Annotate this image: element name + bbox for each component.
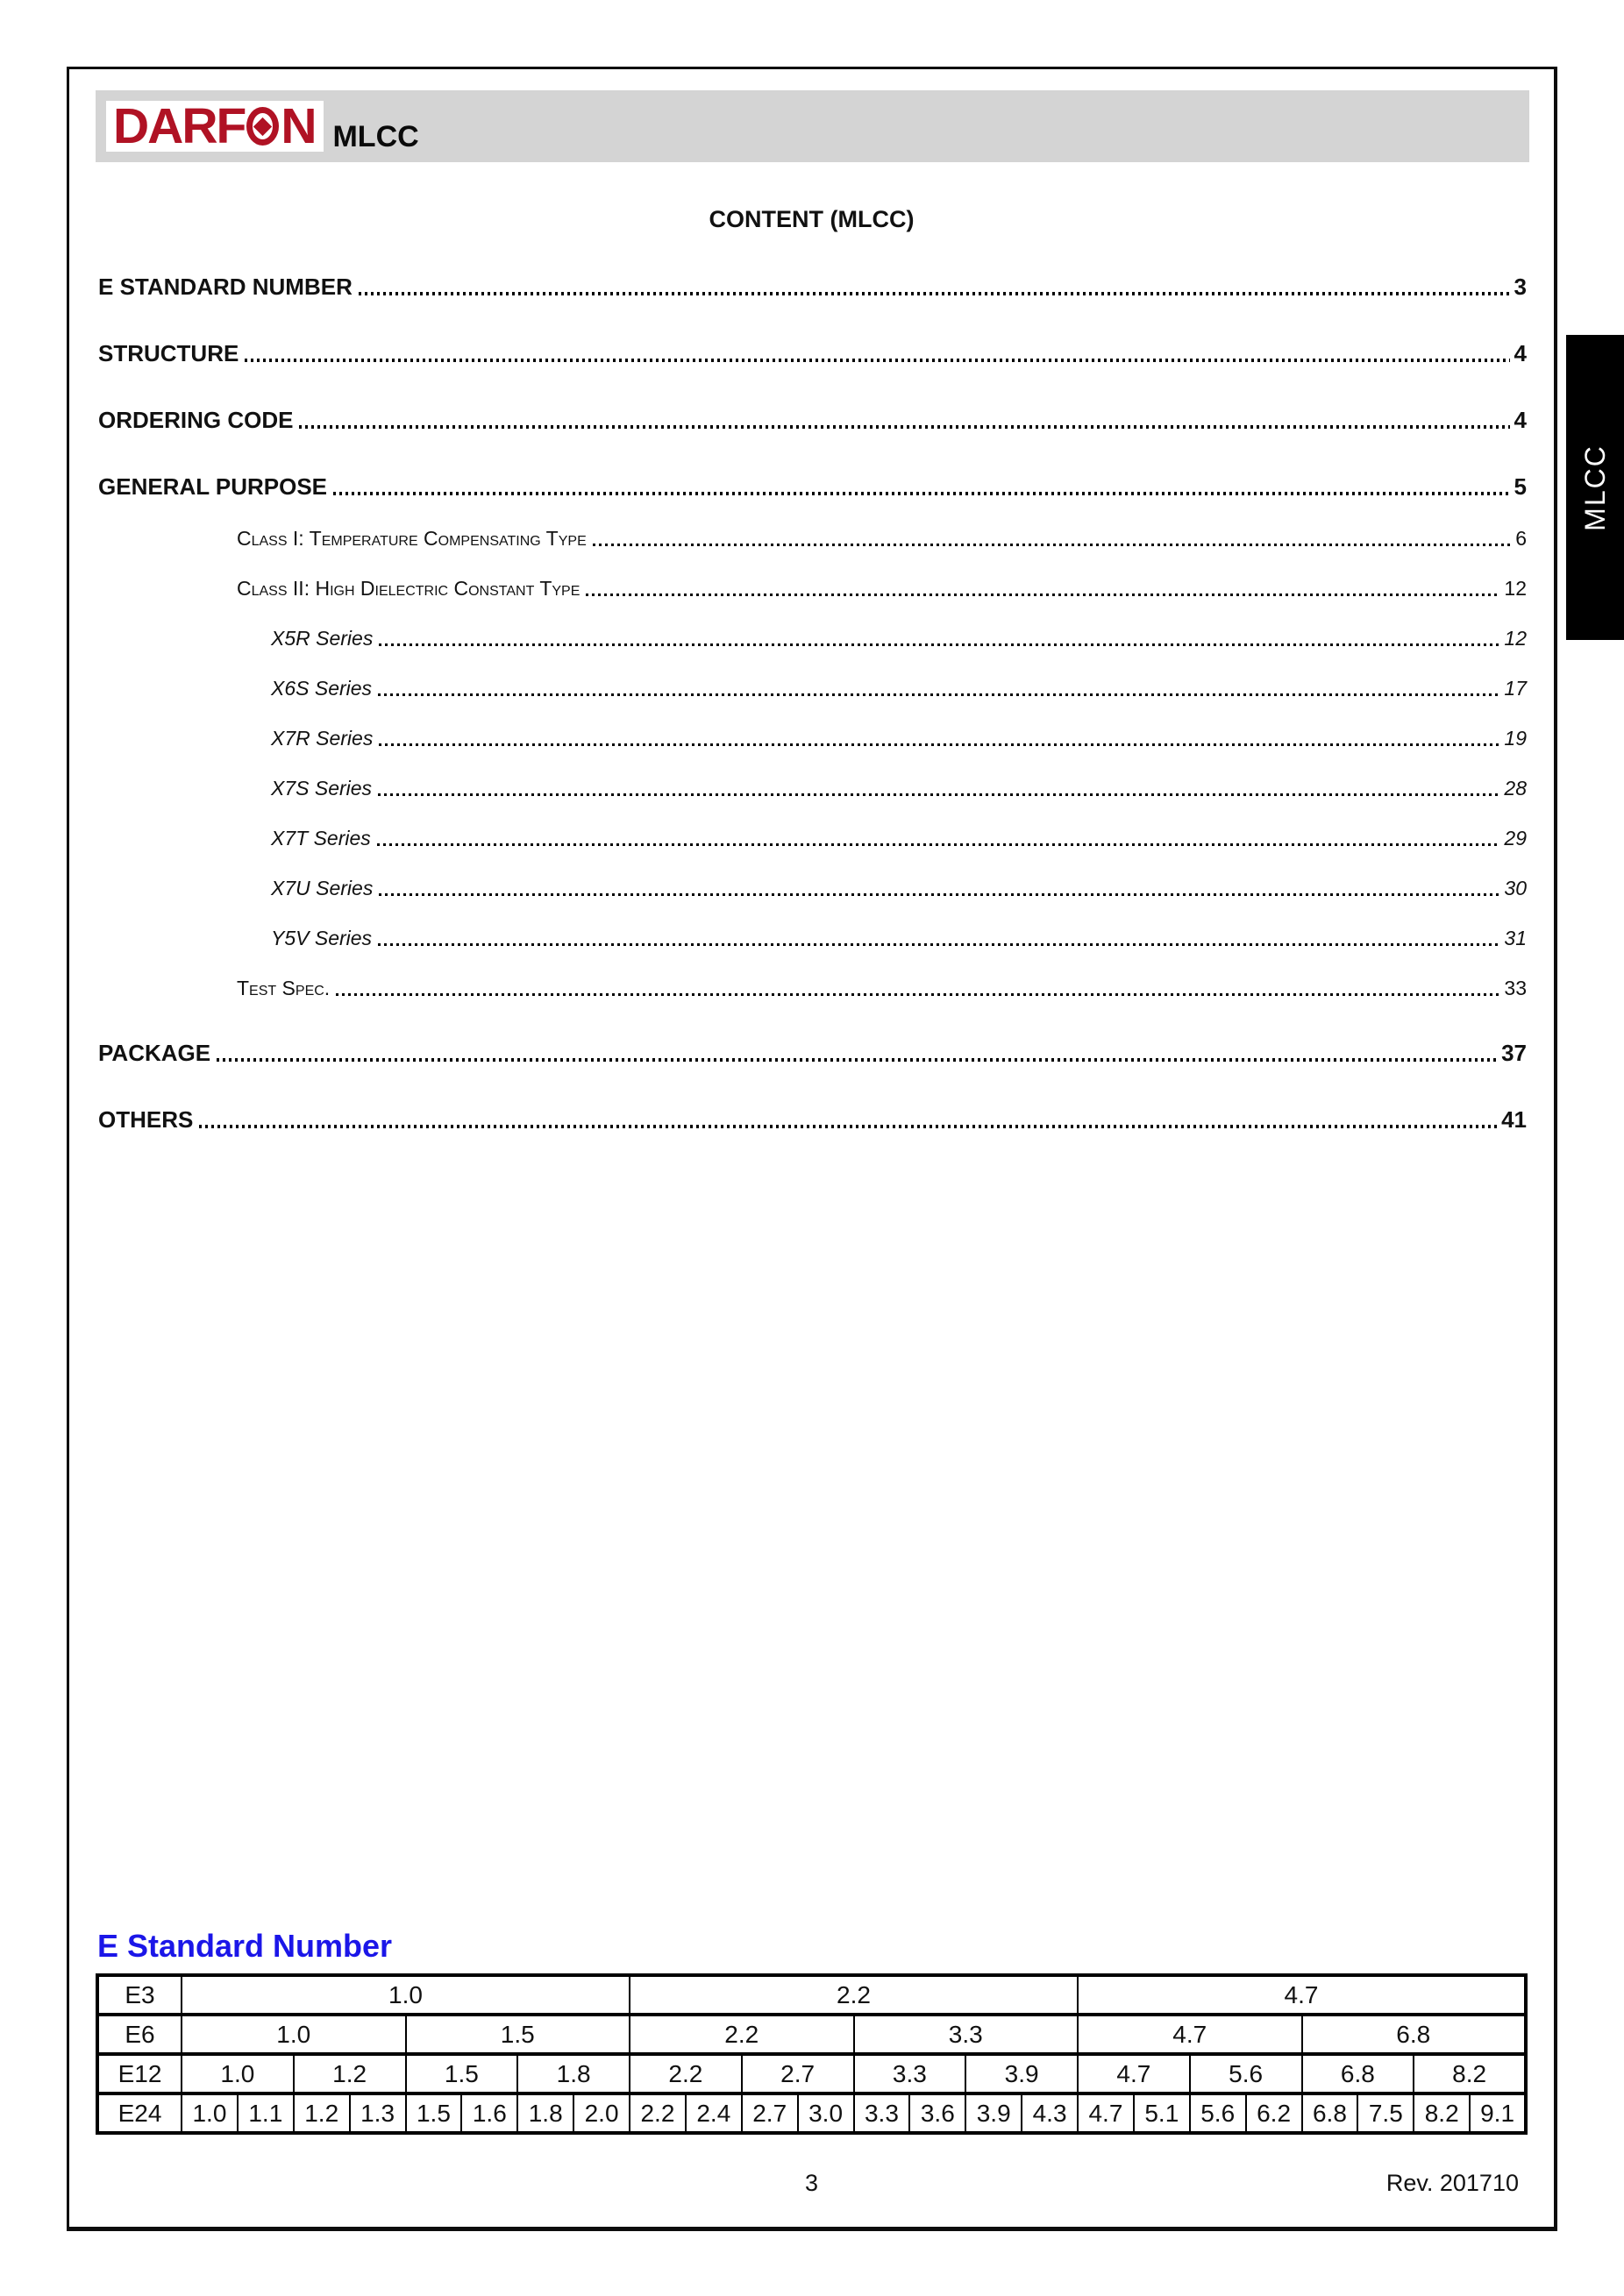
toc-page-number: 12 — [1504, 627, 1527, 650]
e-standard-value-cell: 4.7 — [1078, 1975, 1526, 2015]
toc-entry-label: Test Spec. — [237, 977, 331, 999]
toc-entry[interactable] — [98, 577, 1527, 601]
e-standard-value-cell: 5.6 — [1190, 2054, 1302, 2093]
toc-page-number: 19 — [1504, 727, 1527, 750]
e-standard-value-cell: 4.3 — [1022, 2093, 1078, 2133]
toc-entry-label: E STANDARD NUMBER — [98, 274, 353, 300]
toc-entry[interactable] — [98, 927, 1527, 950]
toc-page-number: 31 — [1504, 927, 1527, 949]
toc-page-number: 41 — [1501, 1106, 1527, 1133]
toc-leader-dots — [336, 993, 1499, 996]
footer-page-number: 3 — [804, 2170, 819, 2196]
toc-leader-dots — [379, 643, 1499, 646]
e-standard-value-cell: 2.2 — [630, 1975, 1078, 2015]
toc-leader-dots — [245, 359, 1509, 362]
toc-entry[interactable] — [98, 473, 1527, 501]
toc-entry[interactable] — [98, 1106, 1527, 1134]
toc-page-number: 4 — [1514, 340, 1527, 366]
e-standard-value-cell: 9.1 — [1470, 2093, 1526, 2133]
toc-leader-dots — [333, 492, 1510, 495]
toc-page-number: 5 — [1514, 473, 1527, 500]
e-standard-value-cell: 2.7 — [742, 2093, 798, 2133]
toc-entry[interactable] — [98, 1040, 1527, 1067]
e-standard-value-cell: 6.8 — [1302, 2093, 1358, 2133]
e-standard-row — [97, 2015, 1526, 2054]
toc-leader-dots — [377, 843, 1500, 846]
e-standard-value-cell: 1.2 — [294, 2093, 350, 2133]
e-standard-row-label: E12 — [97, 2054, 182, 2093]
toc-page-number: 17 — [1504, 677, 1527, 700]
e-standard-value-cell: 6.8 — [1302, 2054, 1414, 2093]
toc-page-number: 12 — [1504, 577, 1527, 600]
toc-entry-label: Class II: High Dielectric Constant Type — [237, 577, 581, 600]
toc-page-number: 33 — [1504, 977, 1527, 999]
toc-leader-dots — [593, 544, 1511, 546]
e-standard-value-cell: 2.4 — [686, 2093, 742, 2133]
toc-entry[interactable] — [98, 677, 1527, 700]
toc-leader-dots — [378, 943, 1499, 946]
toc-entry-label: X7R Series — [271, 727, 374, 750]
e-standard-value-cell: 7.5 — [1357, 2093, 1414, 2133]
toc-page-number: 6 — [1515, 527, 1527, 550]
toc-entry-label: X7T Series — [271, 827, 371, 849]
toc-page-number: 37 — [1501, 1040, 1527, 1066]
e-standard-section — [96, 1928, 1528, 2135]
e-standard-value-cell: 4.7 — [1078, 2093, 1134, 2133]
e-standard-value-cell: 3.3 — [854, 2054, 966, 2093]
e-standard-value-cell: 3.9 — [965, 2054, 1078, 2093]
toc-leader-dots — [299, 425, 1509, 429]
toc-entry-label: OTHERS — [98, 1106, 194, 1133]
toc-entry-label: GENERAL PURPOSE — [98, 473, 328, 500]
mlcc-side-tab-label: MLCC — [1578, 444, 1611, 531]
e-standard-value-cell: 1.1 — [238, 2093, 294, 2133]
toc-entry[interactable] — [98, 977, 1527, 1000]
toc-entry[interactable] — [98, 407, 1527, 434]
toc-entry[interactable] — [98, 527, 1527, 551]
e-standard-row — [97, 2054, 1526, 2093]
toc-page-number: 29 — [1504, 827, 1527, 849]
e-standard-value-cell: 1.2 — [294, 2054, 406, 2093]
toc-entry[interactable] — [98, 627, 1527, 650]
e-standard-table — [96, 1973, 1528, 2135]
toc-entry[interactable] — [98, 727, 1527, 750]
e-standard-value-cell: 5.1 — [1134, 2093, 1190, 2133]
e-standard-value-cell: 1.5 — [406, 2015, 630, 2054]
e-standard-value-cell: 4.7 — [1078, 2015, 1302, 2054]
toc-page-number: 3 — [1514, 274, 1527, 300]
e-standard-value-cell: 1.8 — [517, 2054, 630, 2093]
diamond-icon — [253, 117, 272, 135]
e-standard-row-label: E6 — [97, 2015, 182, 2054]
toc-entry-label: X5R Series — [271, 627, 374, 650]
toc-entry[interactable] — [98, 274, 1527, 301]
e-standard-row-label: E3 — [97, 1975, 182, 2015]
e-standard-value-cell: 3.6 — [909, 2093, 965, 2133]
e-standard-row-label: E24 — [97, 2093, 182, 2133]
toc-entry-label: Y5V Series — [271, 927, 373, 949]
toc-page-number: 4 — [1514, 407, 1527, 433]
e-standard-value-cell: 6.8 — [1302, 2015, 1527, 2054]
toc-page-number: 30 — [1504, 877, 1527, 899]
e-standard-value-cell: 3.3 — [854, 2093, 910, 2133]
e-standard-value-cell: 2.7 — [742, 2054, 854, 2093]
e-standard-value-cell: 8.2 — [1414, 2054, 1526, 2093]
e-standard-value-cell: 2.2 — [630, 2015, 854, 2054]
e-standard-heading: E Standard Number — [97, 1928, 393, 1964]
toc-entry[interactable] — [98, 340, 1527, 367]
e-standard-value-cell: 1.0 — [182, 2054, 294, 2093]
toc-entry[interactable] — [98, 877, 1527, 900]
e-standard-value-cell: 1.0 — [182, 2093, 238, 2133]
toc-leader-dots — [359, 292, 1510, 295]
toc-entry-label: Class I: Temperature Compensating Type — [237, 527, 587, 550]
e-standard-value-cell: 1.3 — [350, 2093, 406, 2133]
toc-title: CONTENT (MLCC) — [709, 206, 915, 232]
e-standard-value-cell: 1.8 — [517, 2093, 573, 2133]
e-standard-value-cell: 3.0 — [798, 2093, 854, 2133]
e-standard-row — [97, 1975, 1526, 2015]
toc-leader-dots — [586, 594, 1499, 596]
toc-entry-label: X7U Series — [271, 877, 374, 899]
toc-leader-dots — [379, 893, 1499, 896]
toc-leader-dots — [378, 693, 1499, 696]
e-standard-value-cell: 3.9 — [965, 2093, 1022, 2133]
toc-list — [98, 274, 1527, 1134]
header-bar — [96, 90, 1529, 162]
toc-leader-dots — [378, 793, 1499, 796]
mlcc-side-tab — [1566, 335, 1624, 640]
e-standard-value-cell: 2.2 — [630, 2054, 742, 2093]
toc-entry-label: X7S Series — [271, 777, 373, 800]
darfon-logo-text-suffix: N — [281, 97, 316, 154]
e-standard-value-cell: 1.6 — [461, 2093, 517, 2133]
header-product-label: MLCC — [332, 120, 419, 153]
toc-leader-dots — [199, 1125, 1497, 1128]
e-standard-value-cell: 1.0 — [182, 2015, 406, 2054]
page-footer — [69, 2170, 1554, 2201]
toc-entry[interactable] — [98, 827, 1527, 850]
e-standard-value-cell: 1.5 — [406, 2093, 462, 2133]
toc-page-number: 28 — [1504, 777, 1527, 800]
e-standard-value-cell: 6.2 — [1246, 2093, 1302, 2133]
toc-leader-dots — [217, 1058, 1497, 1062]
e-standard-value-cell: 2.2 — [630, 2093, 686, 2133]
toc-entry-label: PACKAGE — [98, 1040, 211, 1066]
e-standard-value-cell: 4.7 — [1078, 2054, 1190, 2093]
e-standard-value-cell: 8.2 — [1414, 2093, 1470, 2133]
e-standard-value-cell: 3.3 — [854, 2015, 1079, 2054]
e-standard-value-cell: 1.0 — [182, 1975, 630, 2015]
toc-entry[interactable] — [98, 777, 1527, 800]
toc-entry-label: STRUCTURE — [98, 340, 239, 366]
darfon-logo — [106, 97, 324, 154]
e-standard-value-cell: 2.0 — [573, 2093, 630, 2133]
page-frame — [67, 67, 1557, 2231]
e-standard-value-cell: 1.5 — [406, 2054, 518, 2093]
toc-leader-dots — [379, 743, 1499, 746]
darfon-logo-text-prefix: DARF — [113, 97, 246, 154]
darfon-o-icon — [246, 107, 279, 146]
toc-entry-label: X6S Series — [271, 677, 373, 700]
e-standard-row — [97, 2093, 1526, 2133]
toc-entry-label: ORDERING CODE — [98, 407, 294, 433]
e-standard-value-cell: 5.6 — [1190, 2093, 1246, 2133]
footer-revision: Rev. 201710 — [1385, 2170, 1519, 2196]
